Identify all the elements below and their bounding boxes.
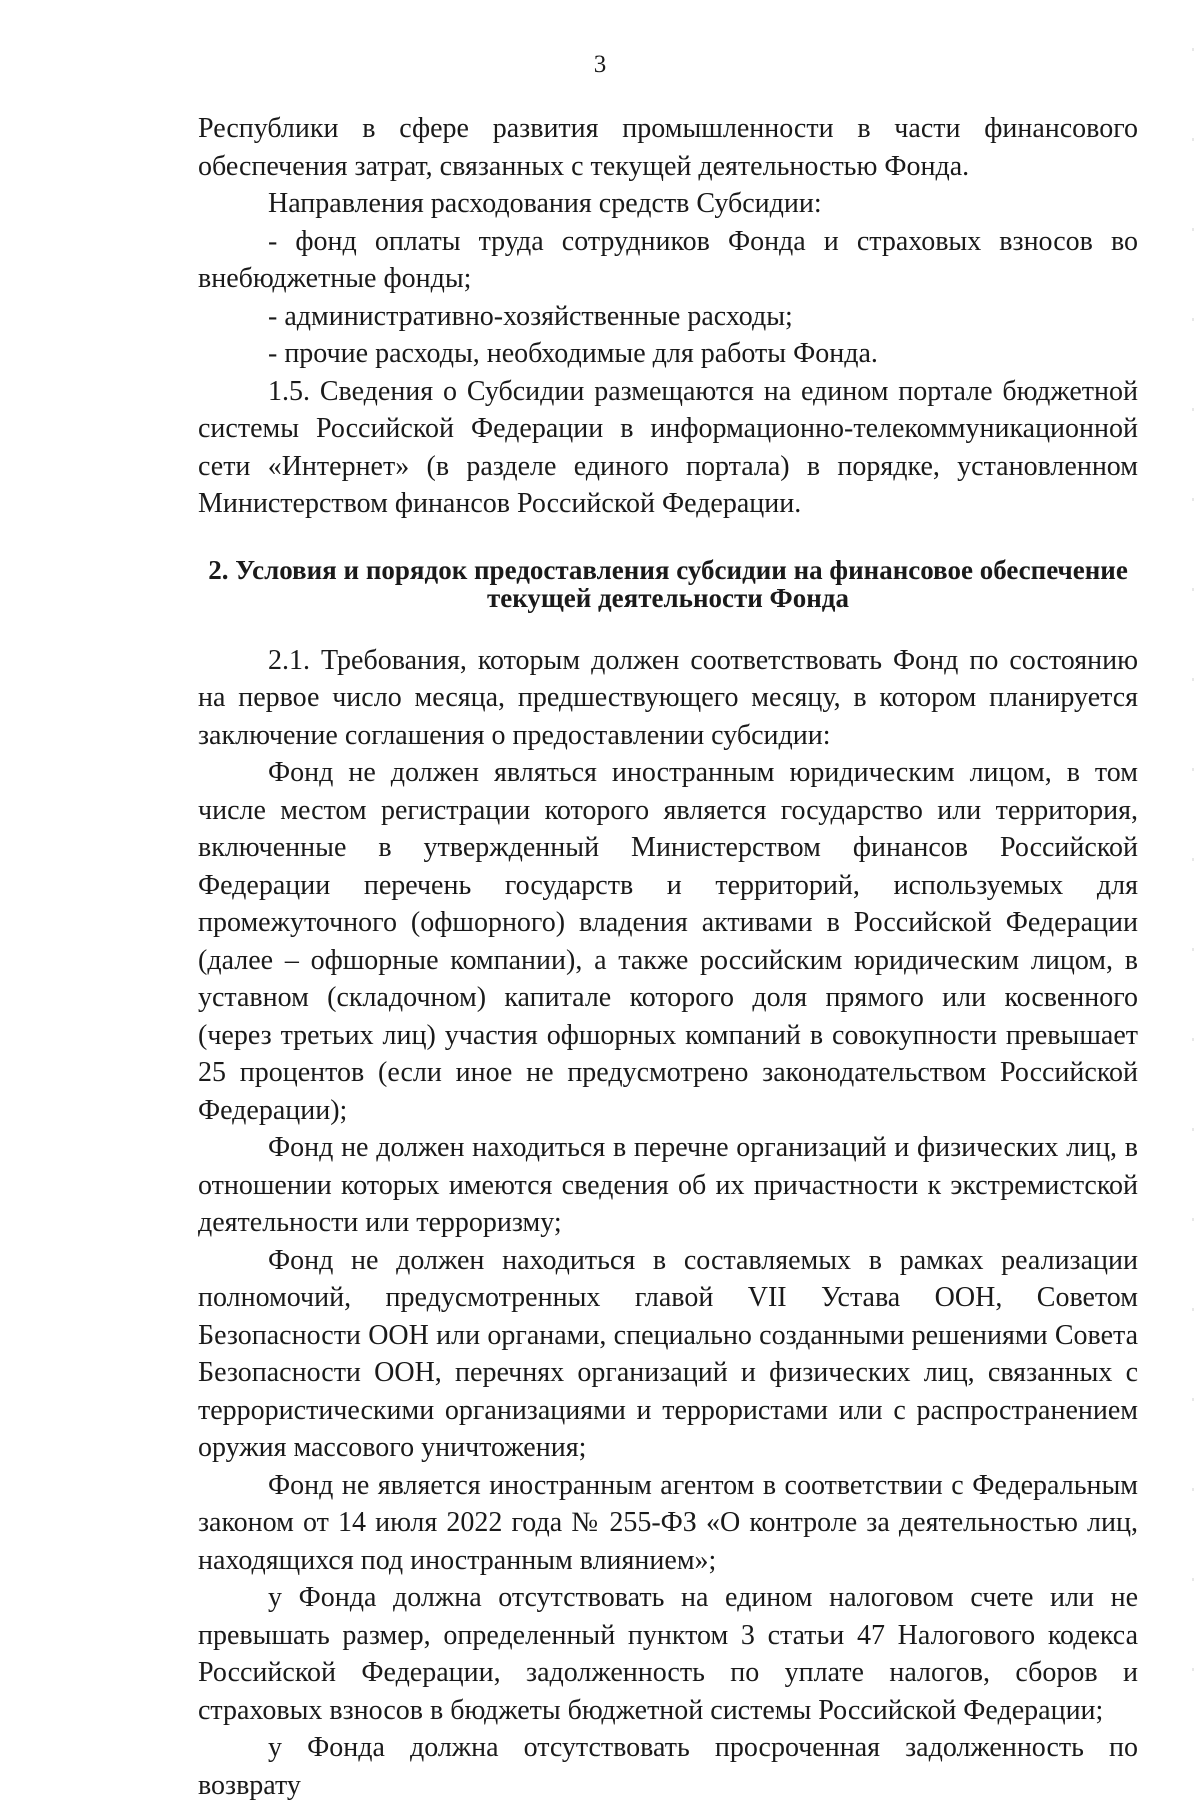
paragraph-tax-debt-requirement: у Фонда должна отсутствовать на едином налоговом счете или не превышать размер, определенный пунктом 3 статьи 47 Налогового кодекса Российской Федерации, задолженность по уплате налогов, сборов и страховых взносов в бюджеты бюджетной системы Российской Федерации; (198, 1582, 1138, 1726)
list-item-other-expenses: - прочие расходы, необходимые для работы Фонда. (268, 338, 878, 369)
paragraph-un-sanctions-requirement: Фонд не должен находиться в составляемых в рамках реализации полномочий, предусмотренных главой VII Устава ООН, Советом Безопасности ООН или органами, специально созданными решениями Совета Безопасности ООН, перечнях организаций и физических лиц, связанных с террористическими организациями и террористами или с распространением оружия массового уничтожения; (198, 1244, 1138, 1463)
paragraph-1-5: 1.5. Сведения о Субсидии размещаются на едином портале бюджетной системы Российской Федерации в информационно-телекоммуникационной сети «Интернет» (в разделе единого портала) в порядке, установленном Министерством финансов Российской Федерации. (198, 375, 1138, 519)
paragraph-foreign-agent-requirement: Фонд не является иностранным агентом в соответствии с Федеральным законом от 14 июля 2022 года № 255-ФЗ «О контроле за деятельностью лиц, находящихся под иностранным влиянием»; (198, 1469, 1138, 1576)
scan-edge-artifact (1192, 8, 1194, 1678)
paragraph-extremism-requirement: Фонд не должен находиться в перечне организаций и физических лиц, в отношении которых имеются сведения об их причастности к экстремистской деятельности или терроризму; (198, 1132, 1138, 1238)
paragraph-intro-continuation: Республики в сфере развития промышленности в части финансового обеспечения затрат, связанных с текущей деятельностью Фонда. (198, 113, 1138, 182)
list-item-payroll: - фонд оплаты труда сотрудников Фонда и страховых взносов во внебюджетные фонды; (198, 225, 1138, 294)
list-item-admin-expenses: - административно-хозяйственные расходы; (268, 300, 793, 332)
paragraph-2-1: 2.1. Требования, которым должен соответствовать Фонд по состоянию на первое число месяца, предшествующего месяцу, в котором планируется заключение соглашения о предоставлении субсидии: (198, 644, 1138, 751)
paragraph-overdue-debt-requirement: у Фонда должна отсутствовать просроченная задолженность по возврату (198, 1732, 1138, 1801)
paragraph-offshore-requirement: Фонд не должен являться иностранным юридическим лицом, в том числе местом регистрации которого является государство или территория, включенные в утвержденный Министерством финансов Российской Федерации перечень государств и территорий, используемых для промежуточного (офшорного) владения активами в Российской Федерации (далее – офшорные компании), а также российским юридическим лицом, в уставном (складочном) капитале которого доля прямого или косвенного (через третьих лиц) участия офшорных компаний в совокупности превышает 25 процентов (если иное не предусмотрено законодательством Российской Федерации); (198, 757, 1138, 1126)
page-number: 3 (593, 51, 607, 78)
section-heading: 2. Условия и порядок предоставления субсидии на финансовое обеспечение текущей деятельности Фонда (208, 554, 1128, 613)
paragraph-spending-directions: Направления расходования средств Субсидии: (268, 188, 822, 219)
document-body (198, 110, 1138, 1804)
